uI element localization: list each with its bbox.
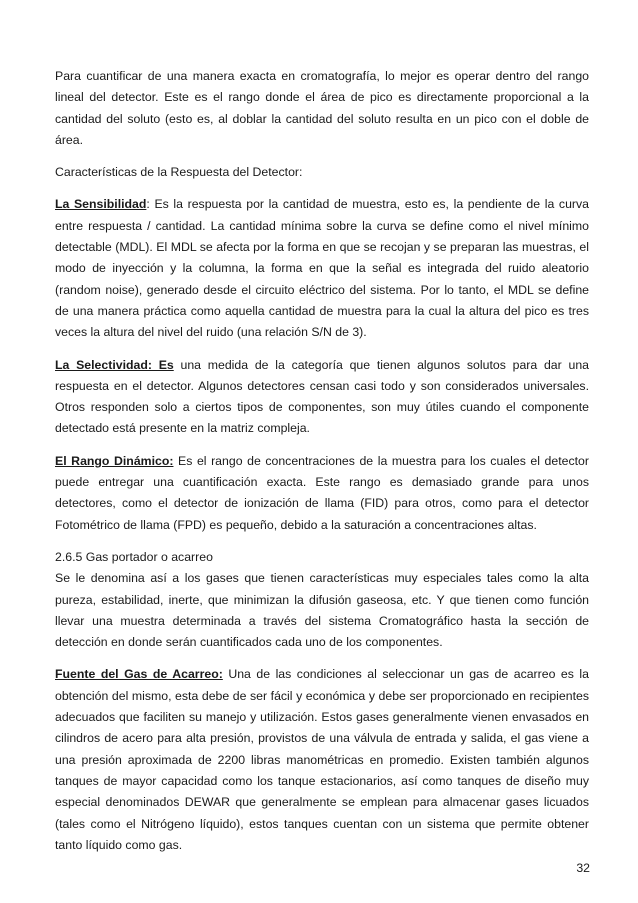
sensitivity-paragraph: [55, 194, 589, 343]
dynamic-range-term: El Rango Dinámico:: [55, 453, 174, 468]
carrier-gas-paragraph: Se le denomina así a los gases que tienen características muy especiales tales como la alta pureza, estabilidad, inerte, que minimizan la difusión gaseosa, etc. Y que tienen como función llevar una muestra determinada a través del sistema Cromatográfico hasta la sección de detección en donde serán cuantificados cada uno de los componentes.: [55, 571, 589, 650]
gas-source-text: Una de las condiciones al seleccionar un gas de acarreo es la obtención del mismo, esta debe de ser fácil y económica y debe ser proporcionado en recipientes adecuados que faciliten su manejo y utilización. Estos gases generalmente vienen envasados en cilindros de acero para alta presión, provistos de una válvula de entrada y salida, el gas viene a una presión aproximada de 2200 libras manométricas en promedio. Existen también algunos tanques de mayor capacidad como los tanque estacionarios, así como tanques de diseño muy especial denominados DEWAR que generalmente se emplean para almacenar gases licuados (tales como el Nitrógeno líquido), estos tanques cuentan con un sistema que permite obtener tanto líquido como gas.: [55, 667, 589, 852]
characteristics-heading: Características de la Respuesta del Detector:: [55, 165, 303, 180]
selectivity-text: una medida de la categoría que tienen algunos solutos para dar una respuesta en el detector. Algunos detectores censan casi todo y son considerados universales. Otros responden solo a ciertos tipos de componentes, son muy útiles cuando el componente detectado está presente en la matriz compleja.: [55, 357, 589, 436]
gas-source-paragraph: [55, 664, 589, 856]
dynamic-range-paragraph: [55, 451, 589, 536]
gas-source-term: Fuente del Gas de Acarreo:: [55, 667, 223, 682]
section-heading: 2.6.5 Gas portador o acarreo: [55, 549, 213, 564]
document-body: [55, 66, 589, 867]
dynamic-range-text: Es el rango de concentraciones de la muestra para los cuales el detector puede entregar una cuantificación exacta. Este rango es demasiado grande para unos detectores, como el detector de ionización de llama (FID) para otros, como para el detector Fotométrico de llama (FPD) es pequeño, debido a la saturación a concentraciones altas.: [55, 453, 589, 532]
page-number: 32: [576, 861, 590, 875]
selectivity-term: La Selectividad: Es: [55, 357, 174, 372]
sensitivity-text: : Es la respuesta por la cantidad de muestra, esto es, la pendiente de la curva entre respuesta / cantidad. La cantidad mínima sobre la curva se define como el nivel mínimo detectable (MDL). El MDL se afecta por la forma en que se recojan y se preparan las muestras, el modo de inyección y la columna, la forma en que la señal es integrada del ruido aleatorio (random noise), generado desde el circuito eléctrico del sistema. Por lo tanto, el MDL se define de una manera práctica como aquella cantidad de muestra para la cual la altura del pico es tres veces la altura del nivel del ruido (una relación S/N de 3).: [55, 197, 589, 340]
sensitivity-term: La Sensibilidad: [55, 197, 147, 212]
selectivity-paragraph: [55, 355, 589, 440]
intro-paragraph: Para cuantificar de una manera exacta en cromatografía, lo mejor es operar dentro del rango lineal del detector. Este es el rango donde el área de pico es directamente proporcional a la cantidad del soluto (esto es, al doblar la cantidad del soluto resulta en un pico con el doble de área.: [55, 69, 589, 147]
